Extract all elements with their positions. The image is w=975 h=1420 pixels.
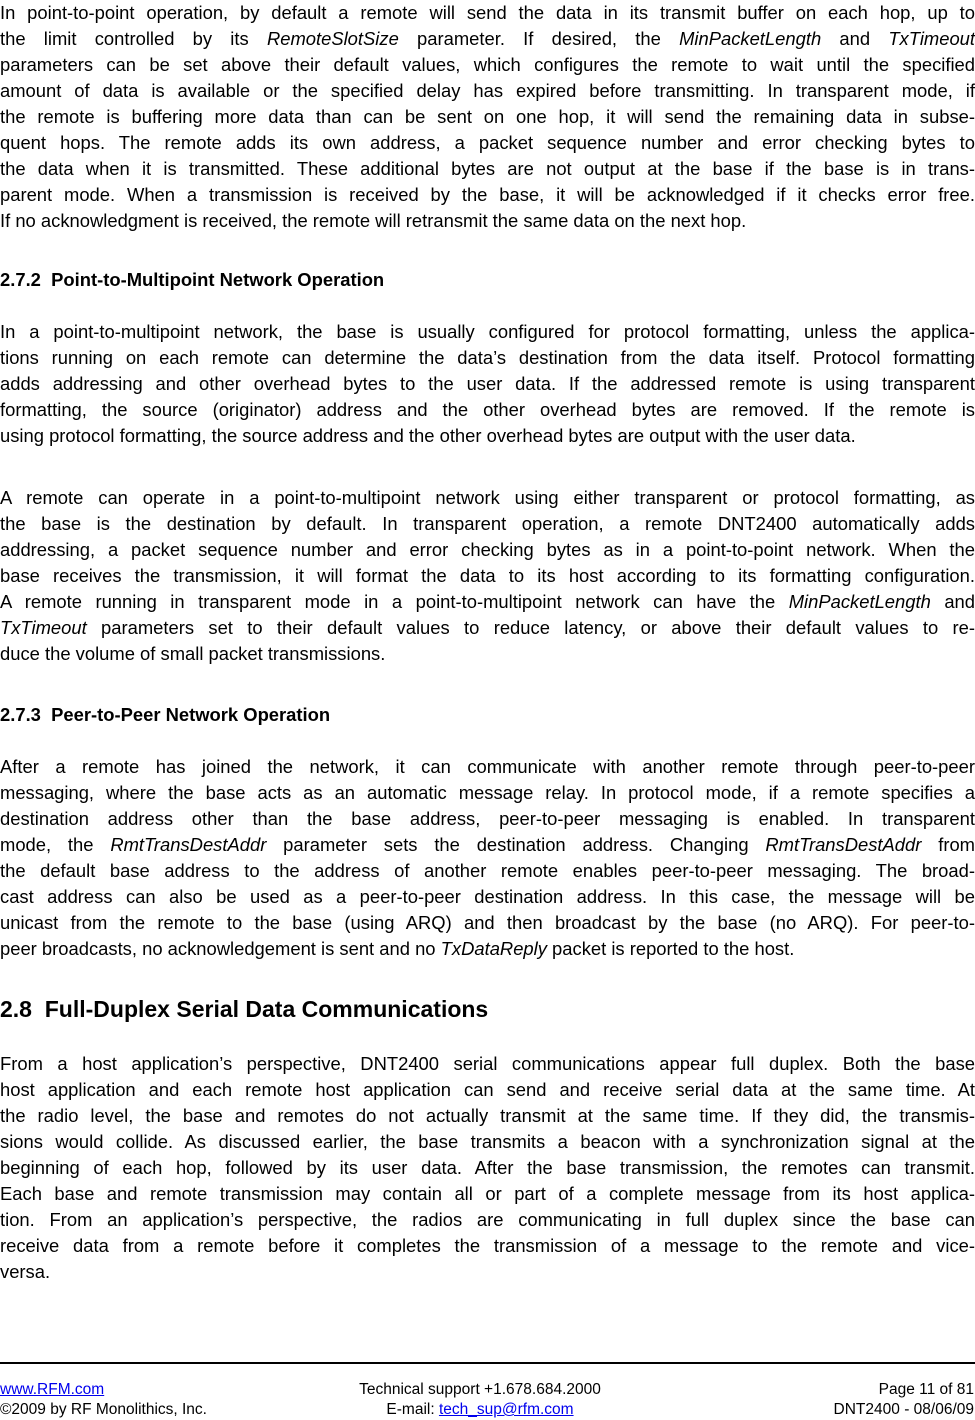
text-line — [0, 1155, 975, 1181]
text-run: In a point-to-multipoint network, the base is usually configured for protocol formatting, unless the applica- — [0, 321, 975, 342]
paragraph-point-to-point — [0, 0, 975, 234]
text-line — [0, 1233, 975, 1259]
text-line — [0, 754, 975, 780]
text-line — [0, 1051, 975, 1077]
parameter-name: MinPacketLength — [788, 591, 931, 612]
paragraph-full-duplex — [0, 1051, 975, 1285]
text-line — [0, 780, 975, 806]
footer-rule — [0, 1362, 975, 1364]
text-run: adds addressing and other overhead bytes to the user data. If the addressed remote is using transparent — [0, 373, 975, 394]
text-run: the default base address to the address of another remote enables peer-to-peer messaging. The broad- — [0, 860, 975, 881]
text-line — [0, 397, 975, 423]
text-line — [0, 371, 975, 397]
text-run: cast address can also be used as a peer-to-peer destination address. In this case, the message will be — [0, 886, 975, 907]
text-run: addressing, a packet sequence number and error checking bytes as in a point-to-point network. When the — [0, 539, 975, 560]
text-run: destination address other than the base address, peer-to-peer messaging is enabled. In transparent — [0, 808, 975, 829]
paragraph-point-to-multipoint-remote — [0, 485, 975, 667]
text-line — [0, 78, 975, 104]
text-run: amount of data is available or the specified delay has expired before transmitting. In transparent mode, if — [0, 80, 975, 101]
text-run: sions would collide. As discussed earlier, the base transmits a beacon with a synchronization signal at the — [0, 1131, 975, 1152]
text-line — [0, 1103, 975, 1129]
text-run: quent hops. The remote adds its own address, a packet sequence number and error checking bytes to — [0, 132, 975, 153]
text-run: the remote is buffering more data than can be sent on one hop, it will send the remaining data in subse- — [0, 106, 975, 127]
text-run: the limit controlled by its — [0, 28, 267, 49]
text-run: the base is the destination by default. In transparent operation, a remote DNT2400 automatically adds — [0, 513, 975, 534]
footer-support-phone: Technical support +1.678.684.2000 — [359, 1381, 601, 1398]
text-run: duce the volume of small packet transmissions. — [0, 643, 386, 664]
text-line — [0, 104, 975, 130]
footer-copyright: ©2009 by RF Monolithics, Inc. — [0, 1401, 207, 1418]
text-line — [0, 910, 975, 936]
text-line — [0, 1207, 975, 1233]
paragraph-point-to-multipoint-base — [0, 319, 975, 449]
footer-email-link[interactable]: tech_sup@rfm.com — [438, 1401, 574, 1418]
text-line — [0, 1259, 975, 1285]
section-heading-2-7-3: 2.7.3 Peer-to-Peer Network Operation — [0, 704, 331, 725]
text-run: A remote running in transparent mode in a point-to-multipoint network can have the — [0, 591, 789, 612]
footer-email-line — [330, 1400, 630, 1420]
text-run: from — [921, 834, 975, 855]
text-run: mode, the — [0, 834, 111, 855]
text-line — [0, 0, 975, 26]
section-heading-2-8: 2.8 Full-Duplex Serial Data Communications — [0, 996, 489, 1022]
text-run: beginning of each hop, followed by its user data. After the base transmission, the remotes can transmit. — [0, 1157, 975, 1178]
text-run: parent mode. When a transmission is received by the base, it will be acknowledged if it checks error free. — [0, 184, 975, 205]
text-line — [0, 182, 975, 208]
parameter-name: RemoteSlotSize — [266, 28, 399, 49]
text-run: parameter. If desired, the — [398, 28, 680, 49]
text-run: peer broadcasts, no acknowledgement is sent and no — [0, 938, 441, 959]
text-line — [0, 806, 975, 832]
text-run: the data when it is transmitted. These additional bytes are not output at the base if the base is in trans- — [0, 158, 975, 179]
text-line — [0, 511, 975, 537]
text-run: If no acknowledgment is received, the remote will retransmit the same data on the next hop. — [0, 210, 747, 231]
text-line — [0, 641, 975, 667]
parameter-name: TxTimeout — [888, 28, 975, 49]
parameter-name: TxDataReply — [440, 938, 547, 959]
text-line — [0, 345, 975, 371]
text-line — [0, 319, 975, 345]
text-run: After a remote has joined the network, it can communicate with another remote through peer-to-peer — [0, 756, 975, 777]
text-run: messaging, where the base acts as an automatic message relay. In protocol mode, if a remote specifies a — [0, 782, 975, 803]
text-line — [0, 563, 975, 589]
text-line — [0, 1129, 975, 1155]
text-line — [0, 1181, 975, 1207]
text-line — [0, 208, 975, 234]
text-run: From a host application’s perspective, DNT2400 serial communications appear full duplex. Both the base — [0, 1053, 975, 1074]
parameter-name: RmtTransDestAddr — [110, 834, 267, 855]
parameter-name: MinPacketLength — [679, 28, 822, 49]
text-run: host application and each remote host application can send and receive serial data at the same time. At — [0, 1079, 975, 1100]
footer-website-link[interactable]: www.RFM.com — [0, 1381, 105, 1398]
text-line — [0, 936, 975, 962]
text-line — [0, 423, 975, 449]
text-run: Each base and remote transmission may contain all or part of a complete message from its host applica- — [0, 1183, 975, 1204]
parameter-name: RmtTransDestAddr — [765, 834, 922, 855]
text-line — [0, 832, 975, 858]
footer-doc-id: DNT2400 - 08/06/09 — [833, 1401, 974, 1418]
text-run: unicast from the remote to the base (using ARQ) and then broadcast by the base (no ARQ). For peer-to- — [0, 912, 975, 933]
text-line — [0, 52, 975, 78]
paragraph-peer-to-peer — [0, 754, 975, 962]
text-line — [0, 1077, 975, 1103]
text-run: and — [930, 591, 975, 612]
text-run: parameters set to their default values to reduce latency, or above their default values to re- — [86, 617, 975, 638]
text-run: the radio level, the base and remotes do not actually transmit at the same time. If they did, the transmis- — [0, 1105, 975, 1126]
text-line — [0, 858, 975, 884]
text-run: and — [821, 28, 889, 49]
text-run: packet is reported to the host. — [546, 938, 795, 959]
text-line — [0, 485, 975, 511]
text-run: tion. From an application’s perspective, the radios are communicating in full duplex since the base can — [0, 1209, 975, 1230]
text-run: versa. — [0, 1261, 51, 1282]
text-line — [0, 156, 975, 182]
text-line — [0, 130, 975, 156]
text-run: using protocol formatting, the source address and the other overhead bytes are output with the user data. — [0, 425, 856, 446]
text-run: tions running on each remote can determine the data’s destination from the data itself. Protocol formatting — [0, 347, 975, 368]
footer-page-number: Page 11 of 81 — [878, 1381, 974, 1398]
parameter-name: TxTimeout — [0, 617, 87, 638]
text-line — [0, 537, 975, 563]
text-run: parameters can be set above their default values, which configures the remote to wait until the specified — [0, 54, 975, 75]
footer-email-label: E-mail: — [386, 1401, 439, 1418]
text-line — [0, 884, 975, 910]
text-run: receive data from a remote before it completes the transmission of a message to the remote and vice- — [0, 1235, 975, 1256]
text-run: In point-to-point operation, by default a remote will send the data in its transmit buffer on each hop, up to — [0, 2, 975, 23]
text-run: parameter sets the destination address. Changing — [266, 834, 766, 855]
text-line — [0, 26, 975, 52]
text-line — [0, 589, 975, 615]
text-run: A remote can operate in a point-to-multipoint network using either transparent or protocol formatting, as — [0, 487, 975, 508]
text-run: formatting, the source (originator) address and the other overhead bytes are removed. If the remote is — [0, 399, 975, 420]
text-line — [0, 615, 975, 641]
section-heading-2-7-2: 2.7.2 Point-to-Multipoint Network Operation — [0, 269, 385, 290]
text-run: base receives the transmission, it will format the data to its host according to its formatting configuration. — [0, 565, 975, 586]
